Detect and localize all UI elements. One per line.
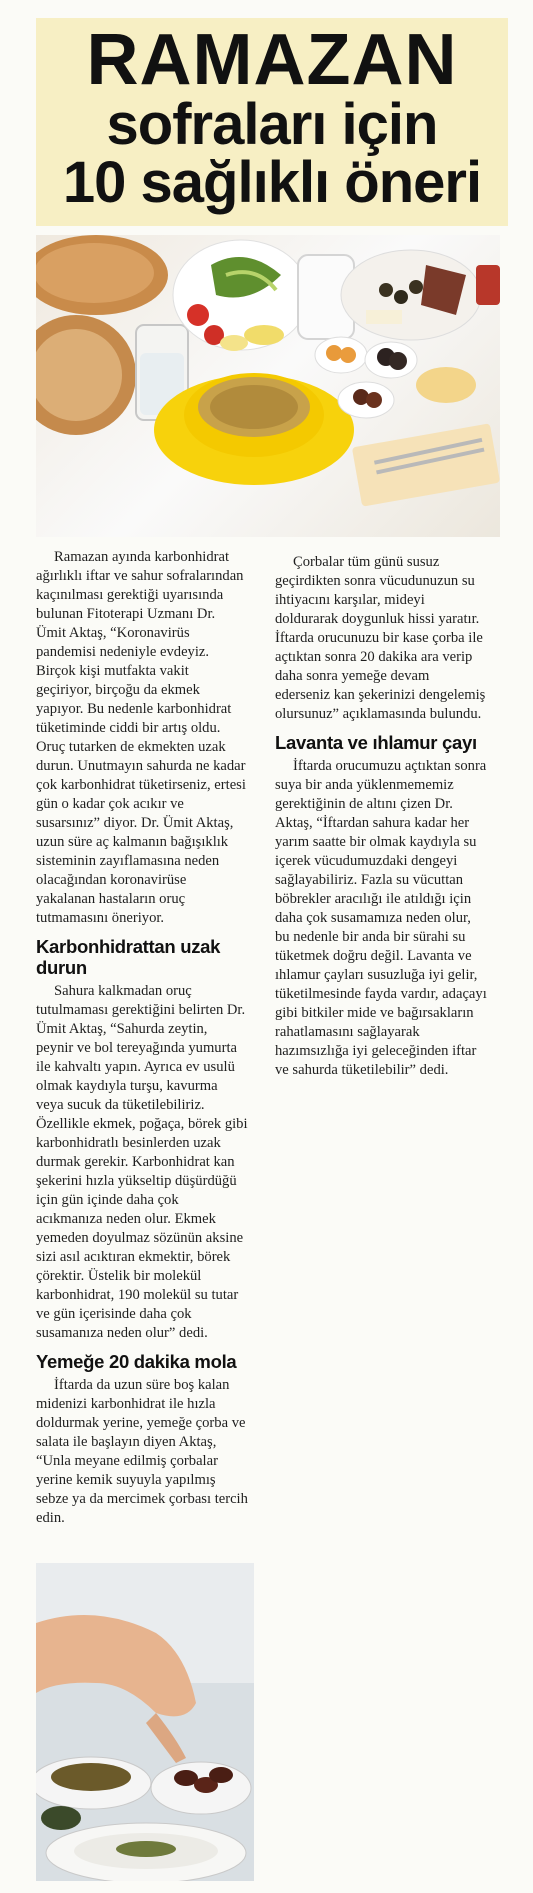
subheading-20-minute-break: Yemeğe 20 dakika mola bbox=[36, 1351, 237, 1372]
subheading-lavender-linden: Lavanta ve ıhlamur çayı bbox=[275, 732, 477, 753]
headline-line-2: sofraları için bbox=[106, 92, 438, 157]
headline-line-3: 10 sağlıklı öneri bbox=[62, 150, 482, 215]
subheading-carbohydrate: Karbonhidrattan uzak durun bbox=[36, 936, 221, 978]
article-intro: Ramazan ayında karbonhidrat ağırlıklı iftar ve sahur sofralarından kaçınılması gerektiği uyarısında bulunan Fitoterapi Uzmanı Dr. Ümit Aktaş, “Koronavirüs pandemisi nedeniyle evdeyiz. Birçok kişi mutfakta vakit geçiriyor, birçoğu da ekmek yapıyor. Bu nedenle karbonhidrat tüketiminde ciddi bir artış oldu. Oruç tutarken de ekmekten uzak durun. Unutmayın sahurda ne kadar çok karbonhidrat tüketirseniz, ertesi gün o kadar çok acıkır ve susarsınız” diyor. Dr. Ümit Aktaş, uzun süre aç kalmanın bağışıklık sisteminin zayıflamasına neden olacağından koronavirüse yakalanan hastaların oruç tutmamasını öneriyor. bbox=[36, 549, 246, 926]
article-column-right bbox=[275, 553, 487, 1080]
article-paragraph-sahur: Sahura kalkmadan oruç tutulmaması gerektiğini belirten Dr. Ümit Aktaş, “Sahurda zeytin, peynir ve bol tereyağında yumurta ile kahvaltı yapın. Ayrıca ev usulü olmak kaydıyla turşu, kavurma veya sucuk da tüketilebiliriz. Özellikle ekmek, poğaça, börek gibi karbonhidratlı besinlerden uzak durmak gerekir. Karbonhidrat kan şekerini hızla yükseltip düşürdüğü için gün içinde daha çok acıkmanıza neden olur. Ekmek yemeden doyulmaz sözünün aksine sizi asıl acıktıran ekmektir, börek çörektir. Üstelik bir molekül karbonhidrat, 190 molekül su tutar ve gün içerisinde daha çok susamanıza neden olur” dedi. bbox=[36, 983, 248, 1341]
headline-line-1: RAMAZAN bbox=[86, 20, 458, 100]
article-column-left bbox=[36, 548, 248, 1528]
article-paragraph-iftar: İftarda da uzun süre boş kalan midenizi karbonhidrat ile hızla doldurmak yerine, yemeğe çorba ve salata ile başlayın diyen Aktaş, “Unla meyane edilmiş çorbalar yerine kemik suyuyla yapılmış sebze ya da mercimek çorbası tercih edin. bbox=[36, 1377, 248, 1526]
hand-picking-date-photo bbox=[36, 1563, 254, 1881]
article-paragraph-water: İftarda orucumuzu açtıktan sonra suya bir anda yüklenmememiz gerektiğinin de altını çizen Dr. Aktaş, “İftardan sahura kadar her yarım saatte bir olmak kaydıyla su içerek vücudumuzdaki dengeyi sağlayabiliriz. Fazla su vücuttan böbrekler aracılığı ile atıldığı için daha çok susamamıza neden olur, bu nedenle bir anda bir sürahi su tüketmek doğru değil. Lavanta ve ıhlamur çayları susuzluğa iyi gelir, tüketilmesinde fayda vardır, adaçayı gibi bitkiler mide ve bağırsakların rahatlamasını sağlayarak hazımsızlığa iyi geleceğinden iftar ve sahurda tüketilebilir” dedi. bbox=[275, 758, 487, 1078]
article-paragraph-soup: Çorbalar tüm günü susuz geçirdikten sonra vücudunuzun su ihtiyacını karşılar, mideyi doldurarak doygunluk hissi yaratır. İftarda orucunuzu bir kase çorba ile açtıktan sonra 20 dakika ara verip daha sonra yemeğe devam ederseniz kan şekerinizi dengelemiş olursunuz” açıklamasında bulundu. bbox=[275, 554, 486, 722]
headline-box bbox=[36, 18, 508, 226]
food-table-photo bbox=[36, 235, 500, 537]
